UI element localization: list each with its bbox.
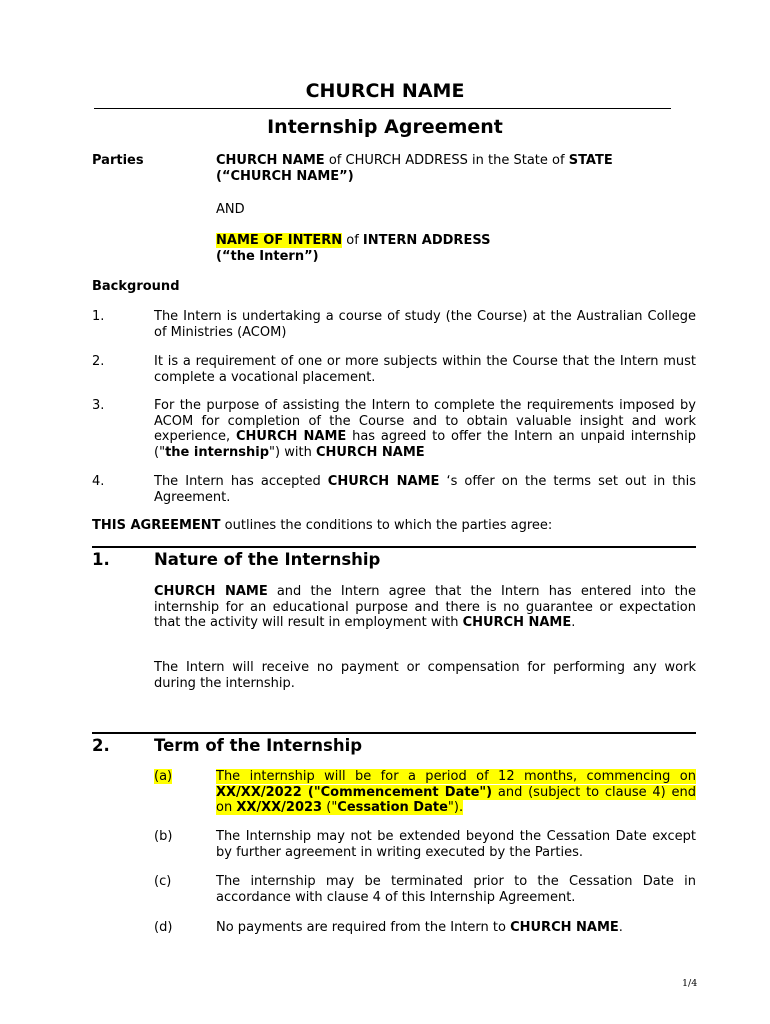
parties-label: Parties xyxy=(92,153,144,168)
term-label-d: (d) xyxy=(154,920,173,935)
term-label-a: (a) xyxy=(154,769,173,784)
document-title: Internship Agreement xyxy=(267,116,503,138)
background-item-4: The Intern has accepted CHURCH NAME ‘s offer on the terms set out in this Agreement. xyxy=(154,474,696,505)
background-num-4: 4. xyxy=(92,474,105,489)
term-label-c: (c) xyxy=(154,874,172,889)
title-divider xyxy=(94,108,671,109)
parties-and: AND xyxy=(216,202,245,217)
section-1-rule xyxy=(92,546,696,548)
section-1-title: Nature of the Internship xyxy=(154,550,381,569)
section-1-paragraph-2: The Intern will receive no payment or compensation for performing any work during the internship. xyxy=(154,660,696,691)
term-item-d: No payments are required from the Intern to CHURCH NAME. xyxy=(216,920,623,935)
section-2-title: Term of the Internship xyxy=(154,736,363,755)
term-label-b: (b) xyxy=(154,829,173,844)
church-title: CHURCH NAME xyxy=(305,80,465,102)
term-item-a: The internship will be for a period of 12 months, commencing on XX/XX/2022 ("Commencement Date") and (subject to clause 4) end on XX/XX/2023 ("Cessation Date"). xyxy=(216,769,696,815)
background-num-1: 1. xyxy=(92,309,105,324)
term-item-c: The internship may be terminated prior to the Cessation Date in accordance with clause 4 of this Internship Agreement. xyxy=(216,874,696,905)
section-2-rule xyxy=(92,732,696,734)
background-item-2: It is a requirement of one or more subjects within the Course that the Intern must complete a vocational placement. xyxy=(154,354,696,385)
agreement-line: THIS AGREEMENT outlines the conditions to which the parties agree: xyxy=(92,518,553,533)
term-item-b: The Internship may not be extended beyond the Cessation Date except by further agreement in writing executed by the Parties. xyxy=(216,829,696,860)
background-num-3: 3. xyxy=(92,398,105,413)
page-number: 1/4 xyxy=(682,978,698,989)
section-1-number: 1. xyxy=(92,550,110,569)
background-item-1: The Intern is undertaking a course of study (the Course) at the Australian College of Ministries (ACOM) xyxy=(154,309,696,340)
party-intern: NAME OF INTERN of INTERN ADDRESS (“the Intern”) xyxy=(216,233,491,264)
background-num-2: 2. xyxy=(92,354,105,369)
party-church: CHURCH NAME of CHURCH ADDRESS in the State of STATE (“CHURCH NAME”) xyxy=(216,153,613,184)
section-1-paragraph-1: CHURCH NAME and the Intern agree that the Intern has entered into the internship for an educational purpose and there is no guarantee or expectation that the activity will result in employment with CHURCH NAME. xyxy=(154,584,696,630)
section-2-number: 2. xyxy=(92,736,110,755)
background-item-3: For the purpose of assisting the Intern to complete the requirements imposed by ACOM for completion of the Course and to obtain valuable insight and work experience, CHURCH NAME has agreed to offer the Intern an unpaid internship ("the internship") with CHURCH NAME xyxy=(154,398,696,460)
background-heading: Background xyxy=(92,279,180,294)
